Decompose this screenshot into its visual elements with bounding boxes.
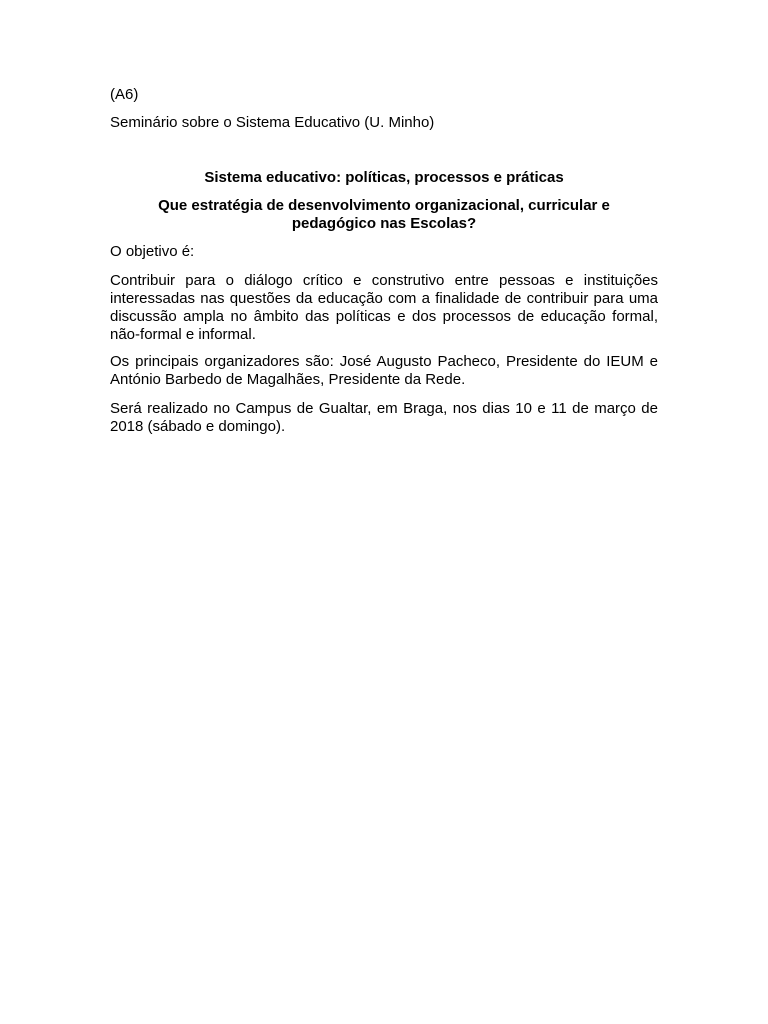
document-title: Sistema educativo: políticas, processos e práticas xyxy=(204,169,564,186)
location-paragraph: Será realizado no Campus de Gualtar, em Braga, nos dias 10 e 11 de março de 2018 (sábado e domingo). xyxy=(110,400,658,435)
organizers-paragraph: Os principais organizadores são: José Augusto Pacheco, Presidente do IEUM e António Barbedo de Magalhães, Presidente da Rede. xyxy=(110,353,658,388)
document-label: (A6) xyxy=(110,86,139,103)
document-question: Que estratégia de desenvolvimento organizacional, curricular e pedagógico nas Escolas? xyxy=(158,197,610,232)
document-page xyxy=(110,0,658,1024)
objective-paragraph: Contribuir para o diálogo crítico e construtivo entre pessoas e instituições interessadas nas questões da educação com a finalidade de contribuir para uma discussão ampla no âmbito das políticas e dos processos de educação formal, não-formal e informal. xyxy=(110,272,658,343)
seminar-line: Seminário sobre o Sistema Educativo (U. Minho) xyxy=(110,114,435,131)
objective-label: O objetivo é: xyxy=(110,243,195,260)
